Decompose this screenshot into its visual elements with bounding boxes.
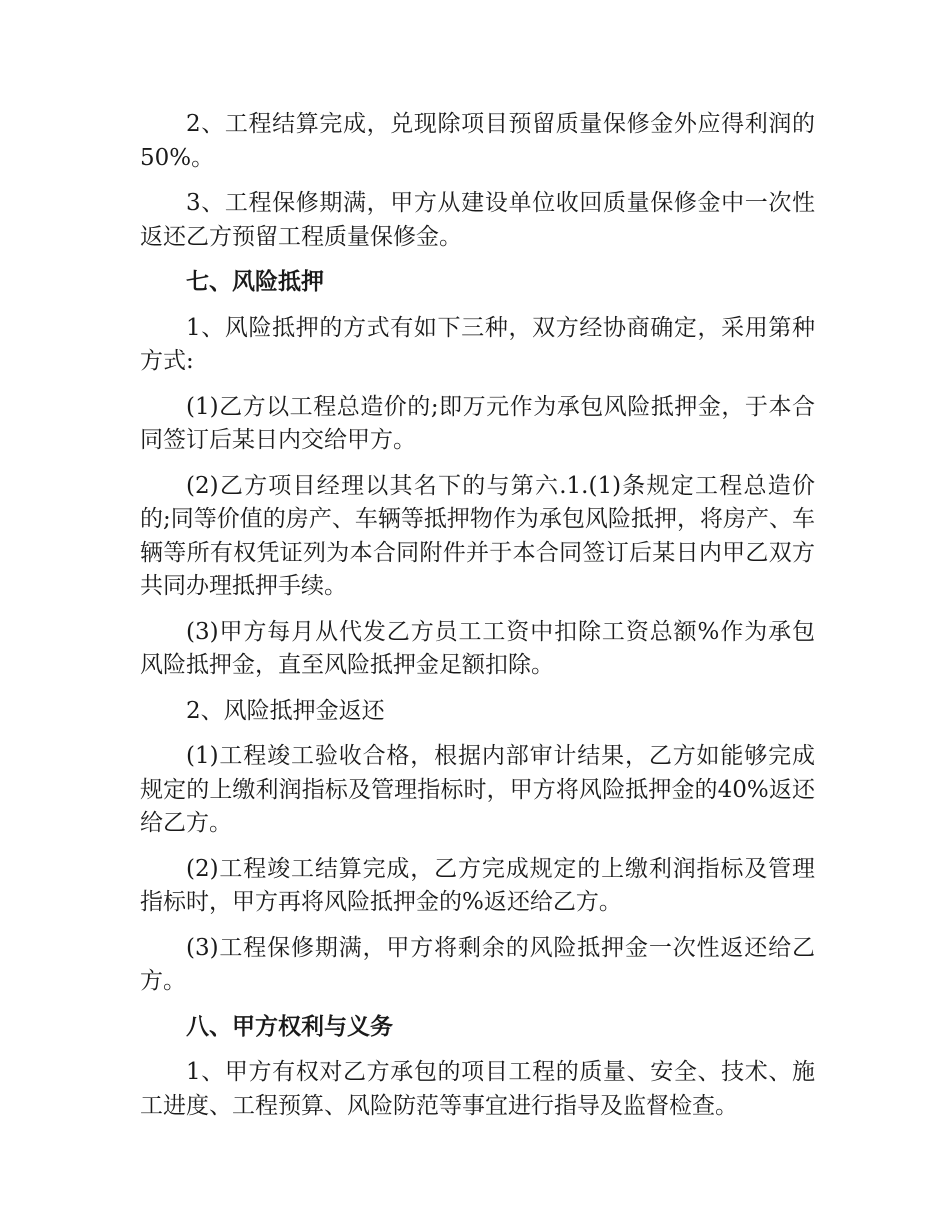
paragraph-return-2: (2)工程竣工结算完成，乙方完成规定的上缴利润指标及管理指标时，甲方再将风险抵押金的%返还给乙方。 — [140, 855, 815, 915]
paragraph-method-3: (3)甲方每月从代发乙方员工工资中扣除工资总额%作为承包风险抵押金，直至风险抵押金足额扣除。 — [140, 618, 815, 678]
paragraph-return-1: (1)工程竣工验收合格，根据内部审计结果，乙方如能够完成规定的上缴利润指标及管理指标时，甲方将风险抵押金的40%返还给乙方。 — [140, 743, 815, 836]
section-heading-risk-deposit: 七、风险抵押 — [186, 269, 324, 295]
paragraph-deposit-methods: 1、风险抵押的方式有如下三种，双方经协商确定，采用第种方式: — [140, 314, 815, 374]
paragraph-settlement-profit: 2、工程结算完成，兑现除项目预留质量保修金外应得利润的50%。 — [140, 111, 815, 171]
document-page — [140, 108, 815, 1135]
paragraph-method-2: (2)乙方项目经理以其名下的与第六.1.(1)条规定工程总造价的;同等价值的房产、车辆等抵押物作为承包风险抵押，将房产、车辆等所有权凭证列为本合同附件并于本合同签订后某日内甲乙双方共同办理抵押手续。 — [140, 472, 815, 599]
paragraph-party-a-right-1: 1、甲方有权对乙方承包的项目工程的质量、安全、技术、施工进度、工程预算、风险防范等事宜进行指导及监督检查。 — [140, 1059, 815, 1119]
section-heading-party-a-rights: 八、甲方权利与义务 — [186, 1013, 393, 1040]
paragraph-return-3: (3)工程保修期满，甲方将剩余的风险抵押金一次性返还给乙方。 — [140, 934, 815, 994]
paragraph-deposit-return-title: 2、风险抵押金返还 — [186, 697, 385, 724]
paragraph-warranty-return: 3、工程保修期满，甲方从建设单位收回质量保修金中一次性返还乙方预留工程质量保修金。 — [140, 190, 815, 250]
paragraph-method-1: (1)乙方以工程总造价的;即万元作为承包风险抵押金，于本合同签订后某日内交给甲方。 — [140, 393, 815, 453]
